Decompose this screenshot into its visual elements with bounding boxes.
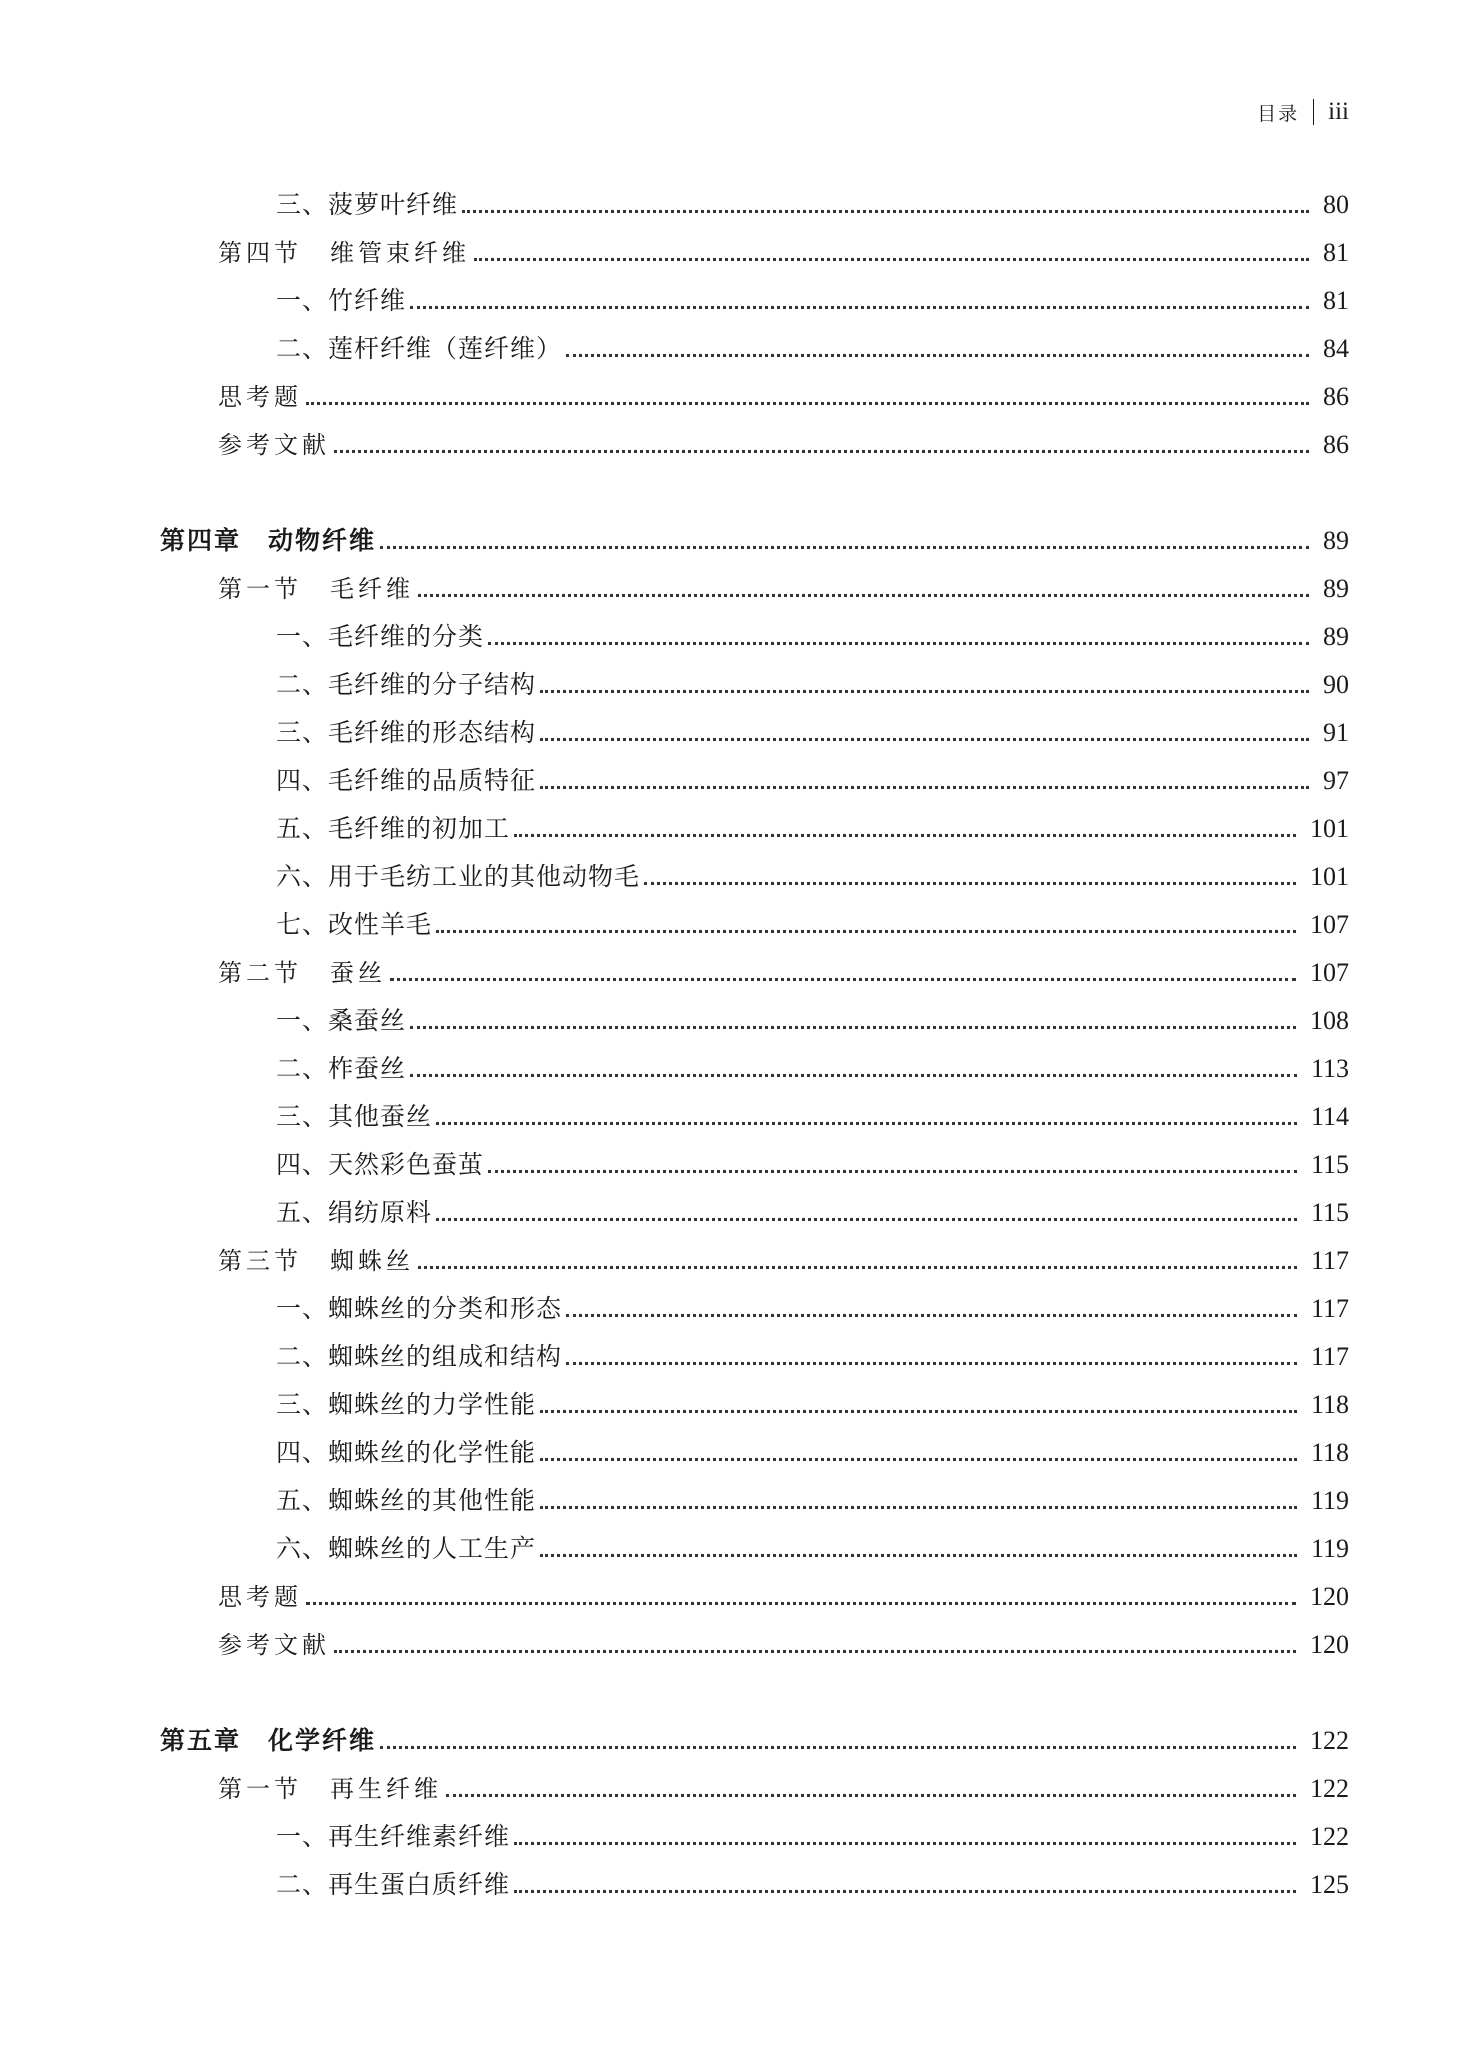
toc-entry-title: 二、蜘蛛丝的组成和结构 [276,1342,563,1371]
toc-entry-item[interactable] [276,811,1349,847]
toc-entry-item[interactable] [276,763,1349,799]
toc-entry-chapter[interactable] [160,523,1349,559]
toc-entry-item[interactable] [276,1291,1349,1327]
toc-entry-title: 六、用于毛纺工业的其他动物毛 [276,862,641,891]
dot-leader [436,1195,1297,1231]
toc-entry-page-number: 89 [1323,622,1349,651]
toc-entry-item[interactable] [276,667,1349,703]
toc-entry-title: 思考题 [218,1583,302,1611]
toc-entry-section[interactable] [218,427,1349,463]
toc-entry-page-number: 89 [1323,574,1349,603]
toc-entry-page-number: 119 [1310,1534,1349,1563]
toc-entry-title: 第三节 蜘蛛丝 [218,1247,414,1275]
toc-entry-page-number: 114 [1310,1102,1349,1131]
toc-entry-page-number: 101 [1310,862,1349,891]
toc-entry-item[interactable] [276,1147,1349,1183]
toc-entry-section[interactable] [218,571,1349,607]
toc-entry-page-number: 108 [1310,1006,1349,1035]
toc-entry-page-number: 86 [1323,382,1349,411]
header-page-number: iii [1328,98,1349,125]
toc-entry-page-number: 117 [1310,1342,1349,1371]
header-title: 目录 [1257,102,1300,125]
toc-entry-item[interactable] [276,1819,1349,1855]
toc-entry-page-number: 122 [1310,1774,1349,1803]
toc-entry-title: 一、蜘蛛丝的分类和形态 [276,1294,563,1323]
toc-entry-item[interactable] [276,1867,1349,1903]
toc-entry-page-number: 119 [1310,1486,1349,1515]
toc-entry-title: 三、蜘蛛丝的力学性能 [276,1390,537,1419]
toc-entry-section[interactable] [218,1243,1349,1279]
toc-entry-title: 五、绢纺原料 [276,1198,433,1227]
dot-leader [474,235,1309,271]
toc-entry-section[interactable] [218,235,1349,271]
toc-entry-title: 一、毛纤维的分类 [276,622,485,651]
dot-leader [380,523,1309,559]
toc-entry-title: 三、其他蚕丝 [276,1102,433,1131]
toc-entry-item[interactable] [276,1483,1349,1519]
dot-leader [488,619,1309,655]
toc-entry-title: 四、蜘蛛丝的化学性能 [276,1438,537,1467]
toc-entry-title: 第一节 再生纤维 [218,1775,442,1803]
toc-entry-item[interactable] [276,1195,1349,1231]
toc-entry-title: 七、改性羊毛 [276,910,433,939]
toc-entry-title: 一、再生纤维素纤维 [276,1822,511,1851]
toc-entry-page-number: 91 [1323,718,1349,747]
toc-entry-title: 四、天然彩色蚕茧 [276,1150,485,1179]
dot-leader [540,763,1309,799]
toc-entry-title: 第二节 蚕丝 [218,959,386,987]
toc-entry-page-number: 117 [1310,1246,1349,1275]
toc-entry-item[interactable] [276,1435,1349,1471]
toc-entry-item[interactable] [276,859,1349,895]
toc-entry-title: 二、再生蛋白质纤维 [276,1870,511,1899]
dot-leader [566,1339,1297,1375]
toc-entry-title: 第一节 毛纤维 [218,575,414,603]
toc-entry-title: 六、蜘蛛丝的人工生产 [276,1534,537,1563]
dot-leader [514,1867,1296,1903]
toc-entry-page-number: 107 [1310,910,1349,939]
toc-entry-section[interactable] [218,1579,1349,1615]
toc-entry-item[interactable] [276,715,1349,751]
toc-entry-item[interactable] [276,1051,1349,1087]
toc-entry-item[interactable] [276,619,1349,655]
dot-leader [540,667,1309,703]
dot-leader [514,811,1296,847]
toc-entry-page-number: 90 [1323,670,1349,699]
toc-entry-item[interactable] [276,283,1349,319]
toc-entry-title: 第四节 维管束纤维 [218,239,470,267]
toc-entry-item[interactable] [276,1339,1349,1375]
dot-leader [566,1291,1297,1327]
toc-entry-title: 二、柞蚕丝 [276,1054,407,1083]
dot-leader [418,571,1309,607]
toc-entry-title: 三、菠萝叶纤维 [276,190,459,219]
toc-entry-page-number: 122 [1310,1822,1349,1851]
dot-leader [644,859,1296,895]
toc-entry-section[interactable] [218,1771,1349,1807]
toc-entry-title: 二、莲杆纤维（莲纤维） [276,334,563,363]
toc-entry-page-number: 122 [1310,1726,1349,1755]
toc-entry-page-number: 89 [1323,526,1349,555]
toc-entry-page-number: 125 [1310,1870,1349,1899]
toc-entry-item[interactable] [276,1531,1349,1567]
toc-entry-title: 二、毛纤维的分子结构 [276,670,537,699]
toc-entry-title: 第五章 化学纤维 [160,1726,377,1755]
toc-entry-title: 四、毛纤维的品质特征 [276,766,537,795]
dot-leader [306,379,1309,415]
dot-leader [410,1051,1297,1087]
toc-entry-page-number: 113 [1310,1054,1349,1083]
toc-entry-title: 参考文献 [218,431,330,459]
header-divider [1313,99,1314,125]
dot-leader [436,907,1296,943]
toc-entry-page-number: 86 [1323,430,1349,459]
toc-entry-section[interactable] [218,955,1349,991]
toc-entry-page-number: 115 [1310,1150,1349,1179]
toc-entry-page-number: 97 [1323,766,1349,795]
dot-leader [380,1723,1296,1759]
dot-leader [334,427,1309,463]
toc-entry-title: 一、竹纤维 [276,286,407,315]
dot-leader [540,1483,1297,1519]
toc-entry-page-number: 120 [1310,1630,1349,1659]
toc-entry-item[interactable] [276,1003,1349,1039]
dot-leader [334,1627,1296,1663]
toc-entry-title: 五、毛纤维的初加工 [276,814,511,843]
toc-entry-item[interactable] [276,907,1349,943]
toc-entry-page-number: 120 [1310,1582,1349,1611]
toc-entry-page-number: 84 [1323,334,1349,363]
toc-entry-page-number: 81 [1323,238,1349,267]
toc-entry-title: 五、蜘蛛丝的其他性能 [276,1486,537,1515]
toc-entry-section[interactable] [218,379,1349,415]
dot-leader [418,1243,1297,1279]
toc-entry-item[interactable] [276,187,1349,223]
toc-entry-chapter[interactable] [160,1723,1349,1759]
toc-entry-title: 思考题 [218,383,302,411]
dot-leader [540,1435,1297,1471]
toc-entry-title: 三、毛纤维的形态结构 [276,718,537,747]
toc-entry-item[interactable] [276,331,1349,367]
dot-leader [446,1771,1296,1807]
dot-leader [306,1579,1296,1615]
dot-leader [436,1099,1297,1135]
dot-leader [540,715,1309,751]
dot-leader [390,955,1296,991]
toc-entry-page-number: 81 [1323,286,1349,315]
dot-leader [410,283,1309,319]
dot-leader [540,1387,1297,1423]
toc-entry-page-number: 118 [1310,1438,1349,1467]
running-header [1257,98,1349,126]
toc-entry-page-number: 118 [1310,1390,1349,1419]
dot-leader [488,1147,1297,1183]
toc-entry-section[interactable] [218,1627,1349,1663]
dot-leader [566,331,1309,367]
toc-entry-item[interactable] [276,1387,1349,1423]
toc-entry-title: 参考文献 [218,1631,330,1659]
toc-entry-title: 第四章 动物纤维 [160,526,377,555]
toc-entry-page-number: 115 [1310,1198,1349,1227]
toc-entry-page-number: 107 [1310,958,1349,987]
dot-leader [540,1531,1297,1567]
dot-leader [410,1003,1296,1039]
toc-entry-item[interactable] [276,1099,1349,1135]
toc-entry-title: 一、桑蚕丝 [276,1006,407,1035]
toc-entry-page-number: 101 [1310,814,1349,843]
toc-entry-page-number: 80 [1323,190,1349,219]
dot-leader [514,1819,1296,1855]
toc-entry-page-number: 117 [1310,1294,1349,1323]
dot-leader [462,187,1309,223]
